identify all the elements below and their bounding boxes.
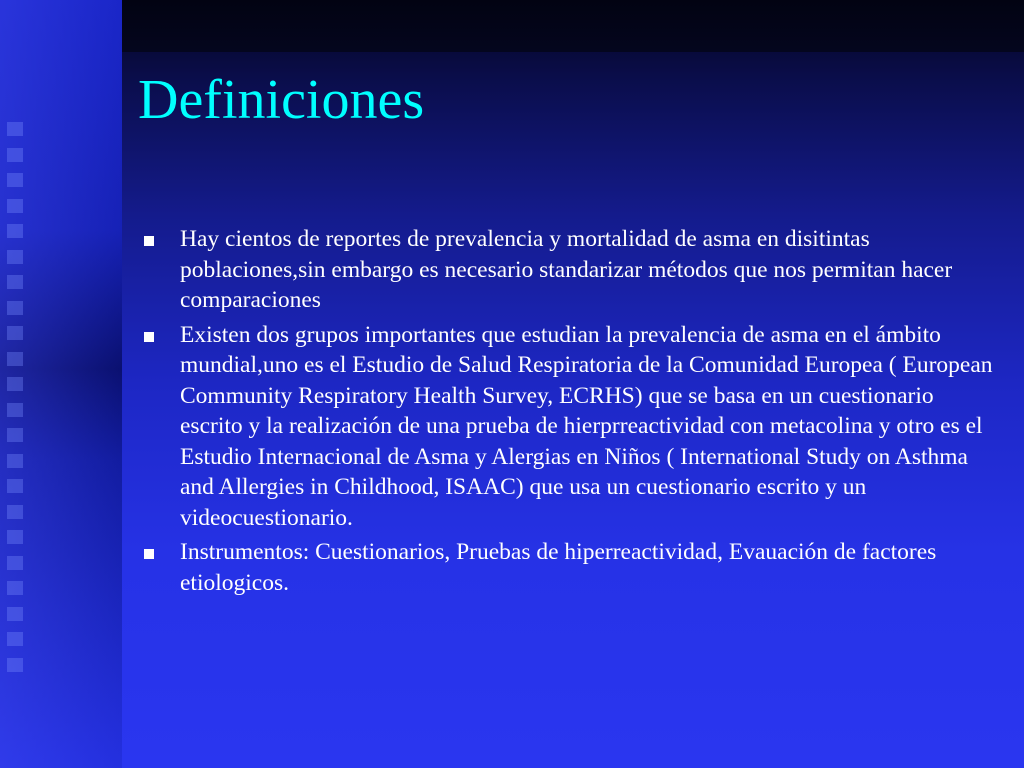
decorative-square — [7, 352, 23, 366]
decorative-square — [7, 658, 23, 672]
bullet-item — [140, 537, 1000, 598]
decorative-squares-column — [7, 122, 27, 683]
bullet-text: Instrumentos: Cuestionarios, Pruebas de hiperreactividad, Evauación de factores etiologicos. — [180, 539, 937, 596]
decorative-square — [7, 250, 23, 264]
decorative-square — [7, 173, 23, 187]
square-bullet-icon — [144, 332, 154, 342]
square-bullet-icon — [144, 236, 154, 246]
bullet-list — [140, 224, 1000, 602]
bullet-item — [140, 224, 1000, 316]
decorative-square — [7, 505, 23, 519]
decorative-square — [7, 581, 23, 595]
decorative-square — [7, 607, 23, 621]
decorative-square — [7, 326, 23, 340]
left-decorative-panel — [0, 0, 122, 768]
bullet-item — [140, 320, 1000, 534]
decorative-square — [7, 275, 23, 289]
decorative-square — [7, 148, 23, 162]
decorative-square — [7, 199, 23, 213]
bullet-text: Hay cientos de reportes de prevalencia y mortalidad de asma en disitintas poblaciones,sin embargo es necesario standarizar métodos que nos permitan hacer comparaciones — [180, 226, 953, 313]
top-dark-band — [122, 0, 1024, 52]
decorative-square — [7, 403, 23, 417]
decorative-square — [7, 122, 23, 136]
square-bullet-icon — [144, 549, 154, 559]
decorative-square — [7, 428, 23, 442]
slide-title: Definiciones — [138, 69, 425, 131]
decorative-square — [7, 377, 23, 391]
decorative-square — [7, 301, 23, 315]
decorative-square — [7, 479, 23, 493]
decorative-square — [7, 224, 23, 238]
decorative-square — [7, 530, 23, 544]
decorative-square — [7, 556, 23, 570]
decorative-square — [7, 632, 23, 646]
decorative-square — [7, 454, 23, 468]
bullet-text: Existen dos grupos importantes que estudian la prevalencia de asma en el ámbito mundial,uno es el Estudio de Salud Respiratoria de la Comunidad Europea ( European Community Respiratory Health Survey, ECRHS) que se basa en un cuestionario escrito y la realización de una prueba de hierprreactividad con metacolina y otro es el Estudio Internacional de Asma y Alergias en Niños ( International Study on Asthma and Allergies in Childhood, ISAAC) que usa un cuestionario escrito y un videocuestionario. — [180, 321, 993, 531]
